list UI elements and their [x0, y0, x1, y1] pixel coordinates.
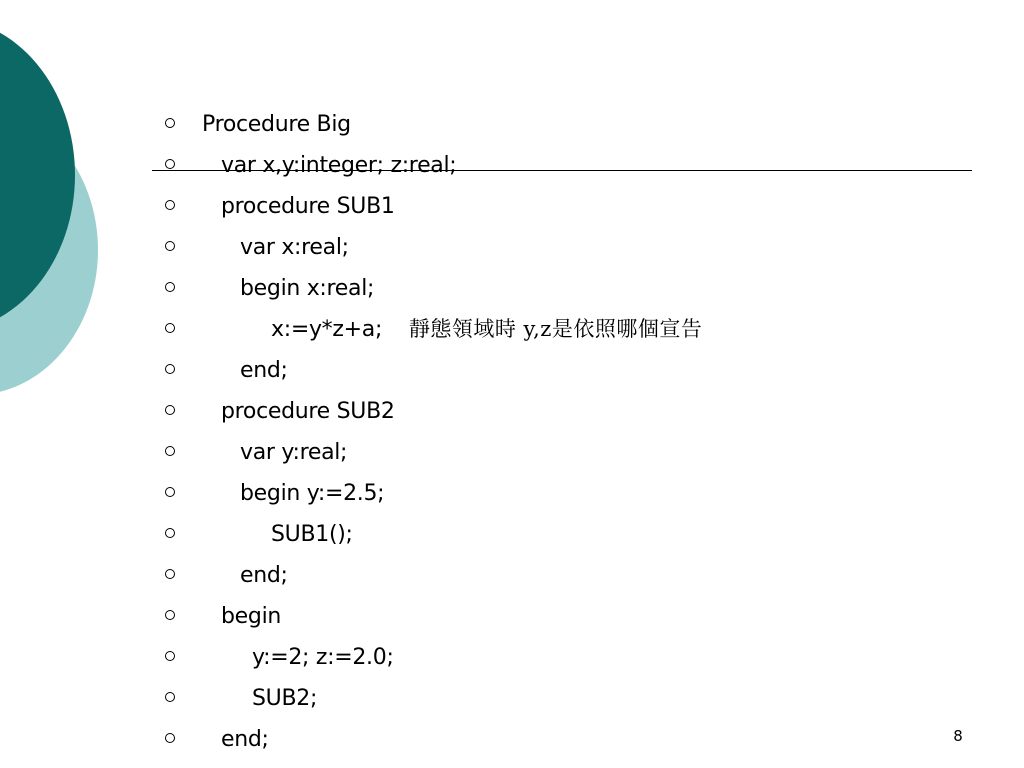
circle-bullet-icon — [165, 200, 175, 210]
code-line-content — [271, 309, 702, 350]
circle-bullet-icon — [165, 405, 175, 415]
code-line — [0, 432, 348, 473]
code-line — [0, 309, 703, 350]
code-line-text: end; — [240, 358, 288, 383]
circle-bullet-icon — [165, 364, 175, 374]
code-line-text: procedure SUB1 — [221, 194, 395, 219]
code-line-text: var x,y:integer; z:real; — [221, 153, 457, 178]
circle-bullet-icon — [165, 610, 175, 620]
code-bullet-list — [0, 104, 703, 760]
circle-bullet-icon — [165, 282, 175, 292]
circle-bullet-icon — [165, 569, 175, 579]
code-line — [0, 637, 394, 678]
code-line-text: begin x:real; — [240, 276, 375, 301]
code-line-text: x:=y*z+a; — [271, 317, 383, 342]
circle-bullet-icon — [165, 651, 175, 661]
code-line-text: begin — [221, 604, 282, 629]
code-line — [0, 227, 349, 268]
code-line — [0, 391, 395, 432]
code-line-text: begin y:=2.5; — [240, 481, 385, 506]
code-line — [0, 596, 282, 637]
circle-bullet-icon — [165, 159, 175, 169]
code-line — [0, 473, 385, 514]
page-number: 8 — [953, 727, 963, 745]
chinese-annotation: 靜態領域時 y,z是依照哪個宣告 — [408, 317, 703, 341]
code-line — [0, 678, 318, 719]
code-line — [0, 145, 457, 186]
circle-bullet-icon — [165, 446, 175, 456]
circle-bullet-icon — [165, 241, 175, 251]
circle-bullet-icon — [165, 323, 175, 333]
code-line — [0, 186, 395, 227]
code-line — [0, 104, 351, 145]
circle-bullet-icon — [165, 118, 175, 128]
code-line-text: SUB2; — [252, 686, 318, 711]
code-line-text: Procedure Big — [202, 112, 351, 137]
code-line — [0, 350, 288, 391]
code-line-text: procedure SUB2 — [221, 399, 395, 424]
circle-bullet-icon — [165, 528, 175, 538]
circle-bullet-icon — [165, 733, 175, 743]
code-line-text: var x:real; — [240, 235, 349, 260]
code-line-text: SUB1(); — [271, 522, 353, 547]
code-line — [0, 514, 353, 555]
code-line — [0, 719, 269, 760]
code-line-text: end; — [240, 563, 288, 588]
code-line — [0, 268, 375, 309]
code-line — [0, 555, 288, 596]
code-line-text: end; — [221, 727, 269, 752]
code-line-text: var y:real; — [240, 440, 348, 465]
circle-bullet-icon — [165, 692, 175, 702]
code-line-text: y:=2; z:=2.0; — [252, 645, 394, 670]
circle-bullet-icon — [165, 487, 175, 497]
